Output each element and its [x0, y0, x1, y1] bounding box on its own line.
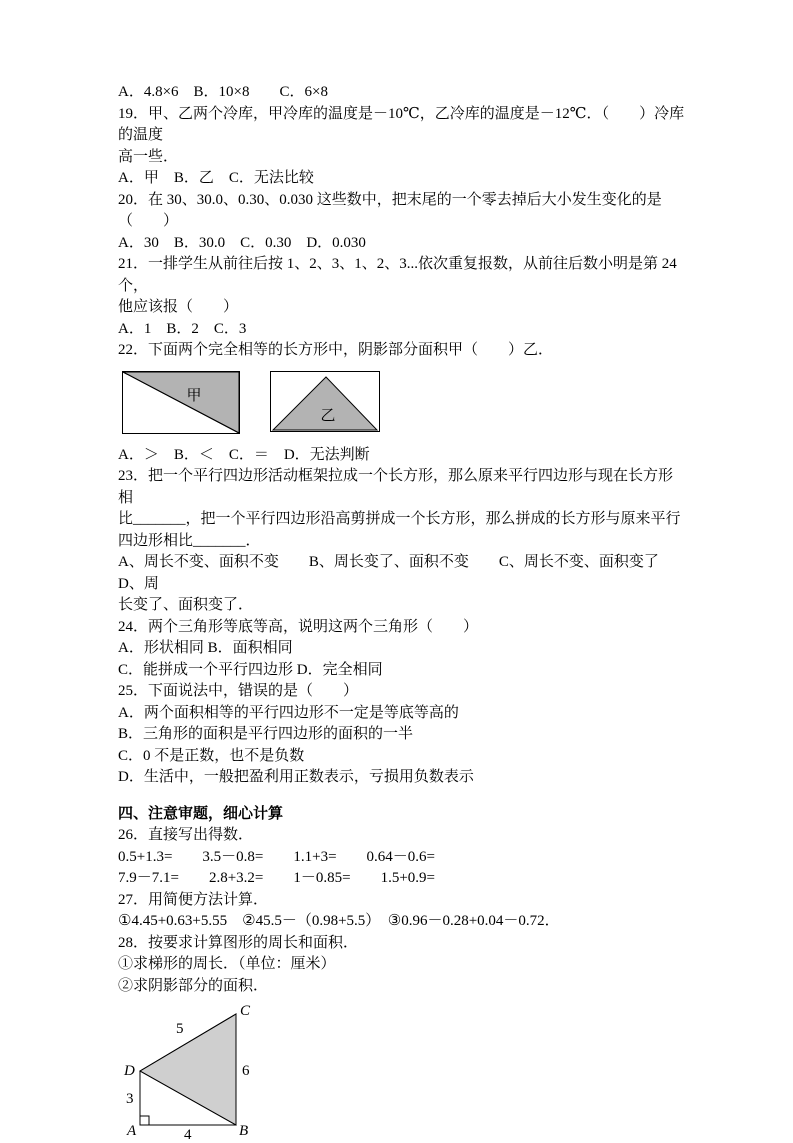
text-line: 比_______，把一个平行四边形沿高剪拼成一个长方形，那么拼成的长方形与原来平行 [118, 511, 681, 527]
text-line: 25．下面说法中，错误的是（ ） [118, 683, 359, 699]
text-line: B．三角形的面积是平行四边形的面积的一半 [118, 726, 414, 742]
text-line: A、周长不变、面积不变 B、周长变了、面积不变 C、周长不变、面积变了 D、周 [118, 554, 689, 592]
text-line: 21．一排学生从前往后按 1、2、3、1、2、3...依次重复报数，从前往后数小明是第 24 个， [118, 256, 681, 294]
text-line: A．1 B．2 C．3 [118, 320, 247, 337]
text-line: A．形状相同 B．面积相同 [118, 640, 293, 656]
text-line: 24．两个三角形等底等高，说明这两个三角形（ ） [118, 618, 479, 635]
text-line: 他应该报（ ） [118, 299, 239, 315]
text-line: A．＞ B．＜ C．＝ D．无法判断 [118, 446, 370, 463]
vertex-label-d: D [124, 1063, 135, 1079]
text-line: A．4.8×6 B．10×8 C．6×8 [118, 84, 328, 100]
section-heading: 四、注意审题，细心计算 [118, 805, 284, 822]
text-line: 28．按要求计算图形的周长和面积． [118, 934, 359, 951]
text-line: D．生活中，一般把盈利用正数表示，亏损用负数表示 [118, 769, 474, 785]
text-line: 23．把一个平行四边形活动框架拉成一个长方形，那么原来平行四边形与现在长方形相 [118, 468, 674, 506]
label-jia: 甲 [186, 387, 202, 404]
text-line: A．两个面积相等的平行四边形不一定是等底等高的 [118, 704, 459, 721]
figure-q22-rectangle-yi [270, 371, 380, 432]
text-line: 26．直接写出得数． [118, 827, 254, 843]
side-label-3: 3 [126, 1091, 134, 1107]
text-line: 高一些． [118, 148, 179, 165]
side-label-4: 4 [184, 1127, 192, 1143]
questions-block-mid [118, 445, 689, 998]
text-line: 19．甲、乙两个冷库，甲冷库的温度是－10℃，乙冷库的温度是－12℃．（ ）冷库的温度 [118, 105, 685, 143]
side-label-6: 6 [242, 1063, 250, 1079]
figure-q28-trapezoid [118, 1001, 268, 1143]
questions-block-top [118, 82, 685, 362]
text-line: 长变了、面积变了． [118, 597, 254, 613]
vertex-label-c: C [240, 1003, 251, 1019]
text-line: 四边形相比_______． [118, 532, 261, 549]
text-line: 20．在 30、30.0、0.30、0.030 这些数中，把末尾的一个零去掉后大小发生变化的是（ ） [118, 191, 662, 229]
figure-q22-rectangle-jia [122, 371, 240, 434]
text-line: 27．用简便方法计算． [118, 891, 269, 908]
text-line: ①求梯形的周长．（单位：厘米） [118, 956, 336, 972]
text-line: ②求阴影部分的面积． [118, 977, 269, 994]
text-line: ①4.45+0.63+5.55 ②45.5－（0.98+5.5） ③0.96－0.28+0.04－0.72． [118, 913, 560, 929]
text-line: 0.5+1.3= 3.5－0.8= 1.1+3= 0.64－0.6= [118, 848, 436, 865]
text-line: 7.9－7.1= 2.8+3.2= 1－0.85= 1.5+0.9= [118, 870, 436, 886]
label-yi: 乙 [320, 407, 336, 424]
figure-q22 [122, 371, 685, 434]
shaded-triangle-dcb [140, 1014, 236, 1125]
vertex-label-a: A [127, 1123, 137, 1139]
text-line: C．能拼成一个平行四边形 D．完全相同 [118, 661, 383, 678]
side-label-5: 5 [176, 1021, 184, 1037]
right-angle-marker [140, 1116, 149, 1125]
text-line: C．0 不是正数，也不是负数 [118, 747, 305, 764]
text-line: 22．下面两个完全相等的长方形中，阴影部分面积甲（ ）乙． [118, 342, 554, 358]
text-line: A．30 B．30.0 C．0.30 D．0.030 [118, 234, 366, 251]
vertex-label-b: B [239, 1123, 249, 1139]
text-line: A．甲 B．乙 C．无法比较 [118, 170, 314, 186]
figure-q28 [118, 1001, 685, 1143]
